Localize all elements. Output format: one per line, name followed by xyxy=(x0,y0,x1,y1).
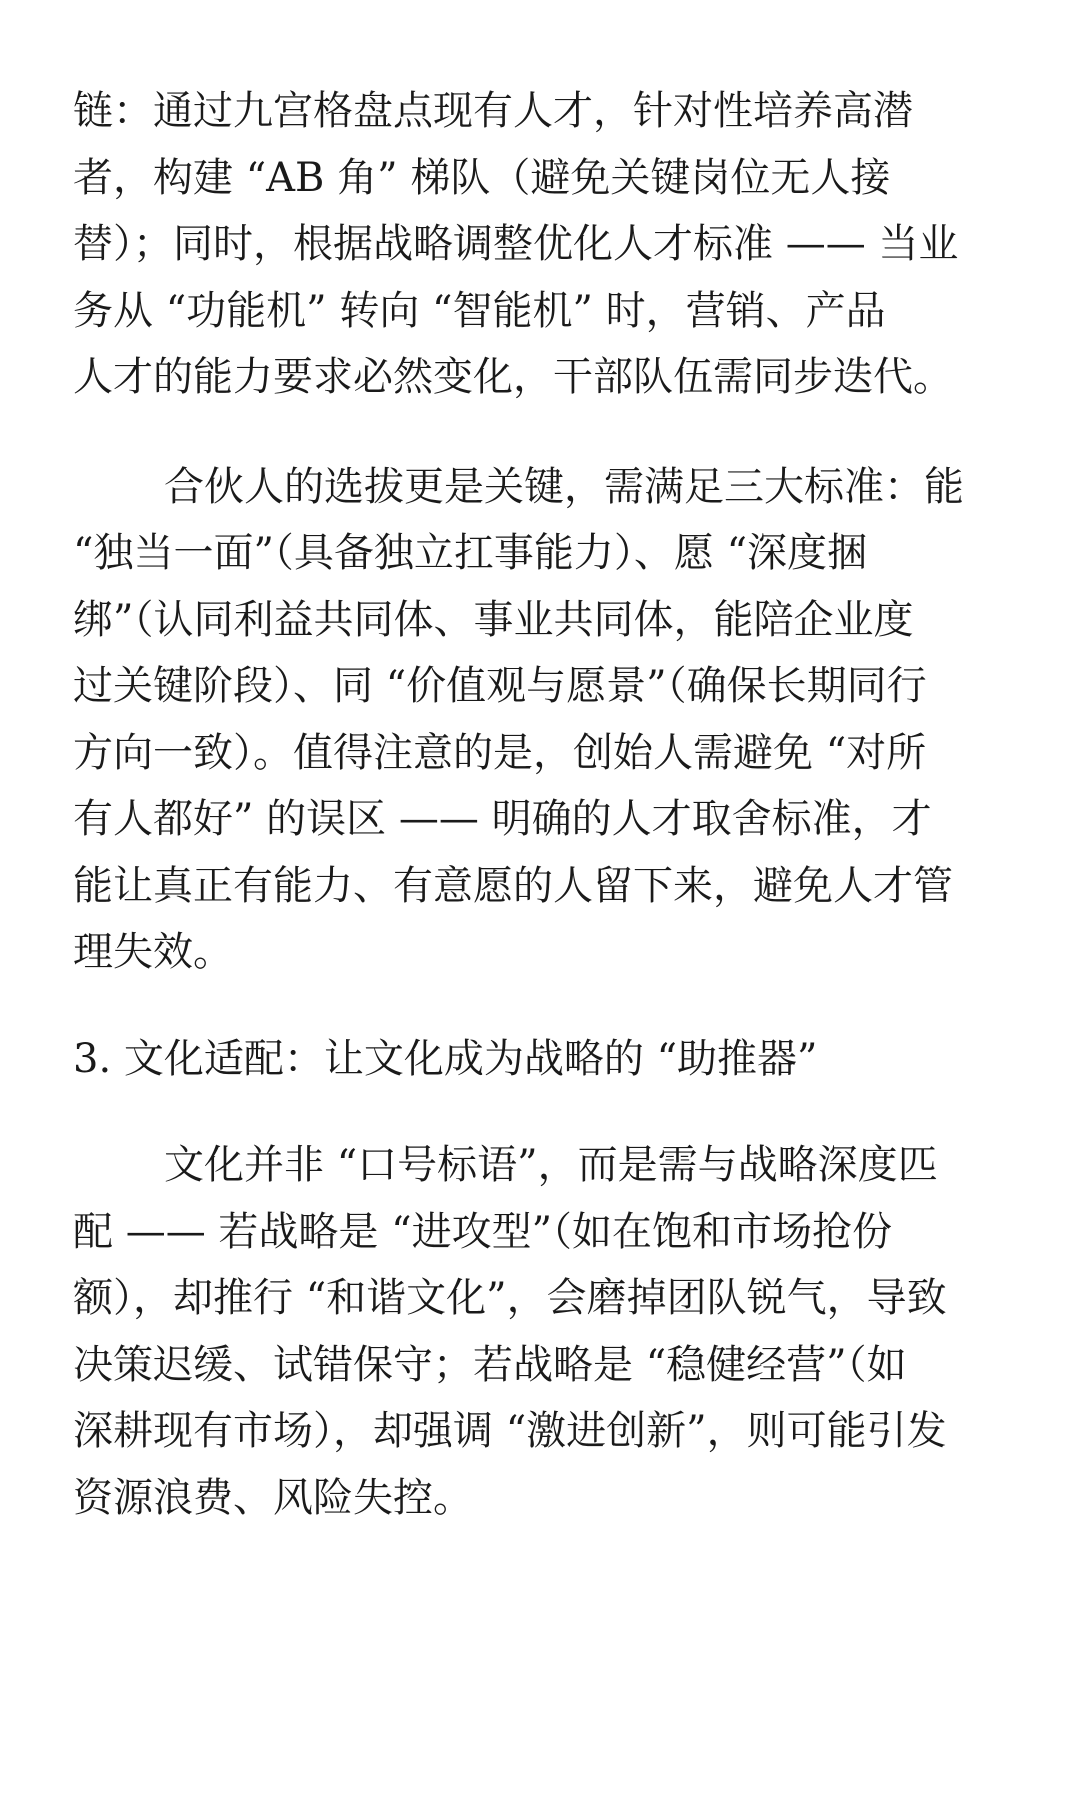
text-line: 链：通过九宫格盘点现有人才，针对性培养高潜 xyxy=(73,88,913,134)
section-heading: 3. 文化适配：让文化成为战略的 “助推器” xyxy=(73,1035,818,1082)
paragraph-partner-selection xyxy=(73,454,1013,986)
text-line: 文化并非 “口号标语”，而是需与战略深度匹 xyxy=(164,1142,938,1188)
paragraph-gap xyxy=(73,1092,1013,1132)
text-line: 有人都好” 的误区 —— 明确的人才取舍标准，才 xyxy=(73,796,932,842)
text-line: 额），却推行 “和谐文化”，会磨掉团队锐气，导致 xyxy=(73,1275,947,1321)
text-line: 绑”（认同利益共同体、事业共同体，能陪企业度 xyxy=(73,596,914,643)
text-line: 替）；同时，根据战略调整优化人才标准 —— 当业 xyxy=(73,221,959,267)
text-line: 人才的能力要求必然变化，干部队伍需同步迭代。 xyxy=(73,354,953,400)
text-line: 资源浪费、风险失控。 xyxy=(73,1474,473,1521)
text-line: 过关键阶段）、同 “价值观与愿景”（确保长期同行 xyxy=(73,663,927,709)
text-line: 合伙人的选拔更是关键，需满足三大标准：能 xyxy=(164,463,964,510)
article-body xyxy=(73,78,1013,1531)
text-line: 务从 “功能机” 转向 “智能机” 时，营销、产品 xyxy=(73,287,886,334)
text-line: 方向一致）。值得注意的是，创始人需避免 “对所 xyxy=(73,729,927,776)
paragraph-talent-chain xyxy=(73,78,1013,411)
text-line: 能让真正有能力、有意愿的人留下来，避免人才管 xyxy=(73,862,953,909)
text-line: 配 —— 若战略是 “进攻型”（如在饱和市场抢份 xyxy=(73,1208,893,1255)
text-line: 理失效。 xyxy=(73,929,233,975)
text-line: 者，构建 “AB 角” 梯队（避免关键岗位无人接 xyxy=(73,154,891,201)
text-line: “独当一面”（具备独立扛事能力）、愿 “深度捆 xyxy=(73,530,868,576)
paragraph-culture xyxy=(73,1132,1013,1531)
paragraph-gap xyxy=(73,986,1013,1026)
paragraph-gap xyxy=(73,411,1013,454)
text-line: 决策迟缓、试错保守；若战略是 “稳健经营”（如 xyxy=(73,1341,907,1388)
text-line: 深耕现有市场），却强调 “激进创新”，则可能引发 xyxy=(73,1408,947,1454)
